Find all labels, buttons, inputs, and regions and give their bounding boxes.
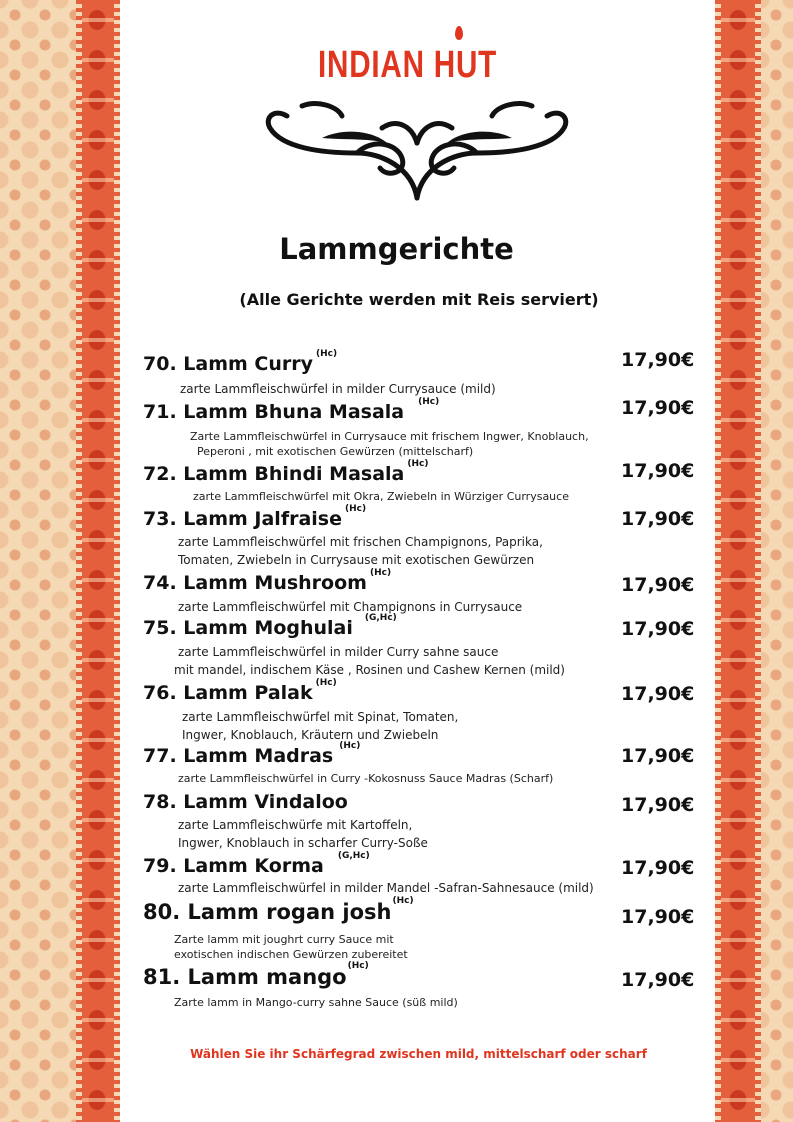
allergen-tag: (Hc) [339, 741, 361, 751]
dish-name: 80. Lamm rogan josh$^{(Hc)}$ [143, 896, 414, 924]
ornament-flourish-icon [262, 98, 572, 208]
page-subtitle: (Alle Gerichte werden mit Reis serviert) [239, 290, 599, 309]
dish-name: 74. Lamm Mushroom $^{(Hc)}$ [143, 568, 392, 594]
dish-name: 71. Lamm Bhuna Masala $^{(Hc)}$ [143, 397, 440, 423]
allergen-tag: (Hc) [369, 568, 392, 578]
dish-price: 17,90€ [621, 618, 695, 640]
brand-logo: INDIAN HUT [318, 44, 498, 86]
dish-description: Zarte lamm in Mango-curry sahne Sauce (süß mild) [174, 996, 458, 1009]
dish-description: Ingwer, Knoblauch in scharfer Curry-Soße [178, 836, 428, 850]
dish-name: 76. Lamm Palak $^{(Hc)}$ [143, 678, 337, 704]
allergen-tag: (Hc) [315, 678, 337, 688]
dish-description: zarte Lammfleischwürfel mit Champignons in Currysauce [178, 600, 523, 614]
dish-name: 72. Lamm Bhindi Masala $^{(Hc)}$ [143, 459, 429, 485]
dish-description: Tomaten, Zwiebeln in Currysause mit exotischen Gewürzen [178, 553, 535, 567]
allergen-tag: (Hc) [418, 397, 440, 407]
allergen-tag: (Hc) [316, 349, 338, 359]
dish-name: 77. Lamm Madras $^{(Hc)}$ [143, 741, 361, 767]
dish-price: 17,90€ [621, 397, 695, 419]
allergen-tag: (Hc) [347, 961, 369, 971]
allergen-tag: (Hc) [407, 459, 429, 469]
dish-description: zarte Lammfleischwürfel mit Spinat, Tomaten, [182, 710, 459, 724]
dish-price: 17,90€ [621, 906, 695, 928]
dish-description: zarte Lammfleischwürfel mit Okra, Zwiebeln in Würziger Currysauce [193, 490, 569, 503]
dish-name: 70. Lamm Curry $^{(Hc)}$ [143, 349, 338, 375]
dish-description: zarte Lammfleischwürfel in milder Mandel -Safran-Sahnesauce (mild) [178, 881, 594, 895]
dish-price: 17,90€ [621, 969, 695, 991]
dish-name: 73. Lamm Jalfraise $^{(Hc)}$ [143, 504, 367, 530]
dish-name: 75. Lamm Moghulai $^{(G,Hc)}$ [143, 613, 397, 639]
dish-name: 81. Lamm mango$^{(Hc)}$ [143, 961, 369, 989]
allergen-tag: (G,Hc) [364, 613, 397, 623]
dish-price: 17,90€ [621, 857, 695, 879]
page-title: Lammgerichte [279, 232, 514, 266]
dish-description: zarte Lammfleischwürfel mit frischen Champignons, Paprika, [178, 535, 543, 549]
dish-description: Peperoni , mit exotischen Gewürzen (mittelscharf) [197, 445, 474, 458]
dish-price: 17,90€ [621, 460, 695, 482]
dish-description: Ingwer, Knoblauch, Kräutern und Zwiebeln [182, 728, 439, 742]
right-decorative-border [715, 0, 793, 1122]
dish-description: Zarte Lammfleischwürfel in Currysauce mit frischem Ingwer, Knoblauch, [190, 430, 589, 443]
allergen-tag: (G,Hc) [337, 851, 370, 861]
dish-price: 17,90€ [621, 683, 695, 705]
allergen-tag: (Hc) [344, 504, 367, 514]
dish-price: 17,90€ [621, 349, 695, 371]
dish-description: zarte Lammfleischwürfel in milder Currysauce (mild) [180, 382, 496, 396]
dish-description: exotischen indischen Gewürzen zubereitet [174, 948, 408, 961]
dish-name: 78. Lamm Vindaloo [143, 791, 348, 813]
dish-description: zarte Lammfleischwürfel in Curry -Kokosnuss Sauce Madras (Scharf) [178, 772, 554, 785]
left-decorative-border [0, 0, 121, 1122]
dish-description: zarte Lammfleischwürfel in milder Curry sahne sauce [178, 645, 499, 659]
flame-icon [455, 26, 463, 40]
dish-price: 17,90€ [621, 508, 695, 530]
dish-price: 17,90€ [621, 745, 695, 767]
dish-price: 17,90€ [621, 794, 695, 816]
spice-level-note: Wählen Sie ihr Schärfegrad zwischen mild, mittelscharf oder scharf [190, 1047, 647, 1061]
dish-description: Zarte lamm mit joughrt curry Sauce mit [174, 933, 394, 946]
allergen-tag: (Hc) [392, 896, 414, 906]
dish-description: zarte Lammfleischwürfe mit Kartoffeln, [178, 818, 413, 832]
dish-price: 17,90€ [621, 574, 695, 596]
dish-name: 79. Lamm Korma $^{(G,Hc)}$ [143, 851, 370, 877]
dish-description: mit mandel, indischem Käse , Rosinen und Cashew Kernen (mild) [174, 663, 565, 677]
